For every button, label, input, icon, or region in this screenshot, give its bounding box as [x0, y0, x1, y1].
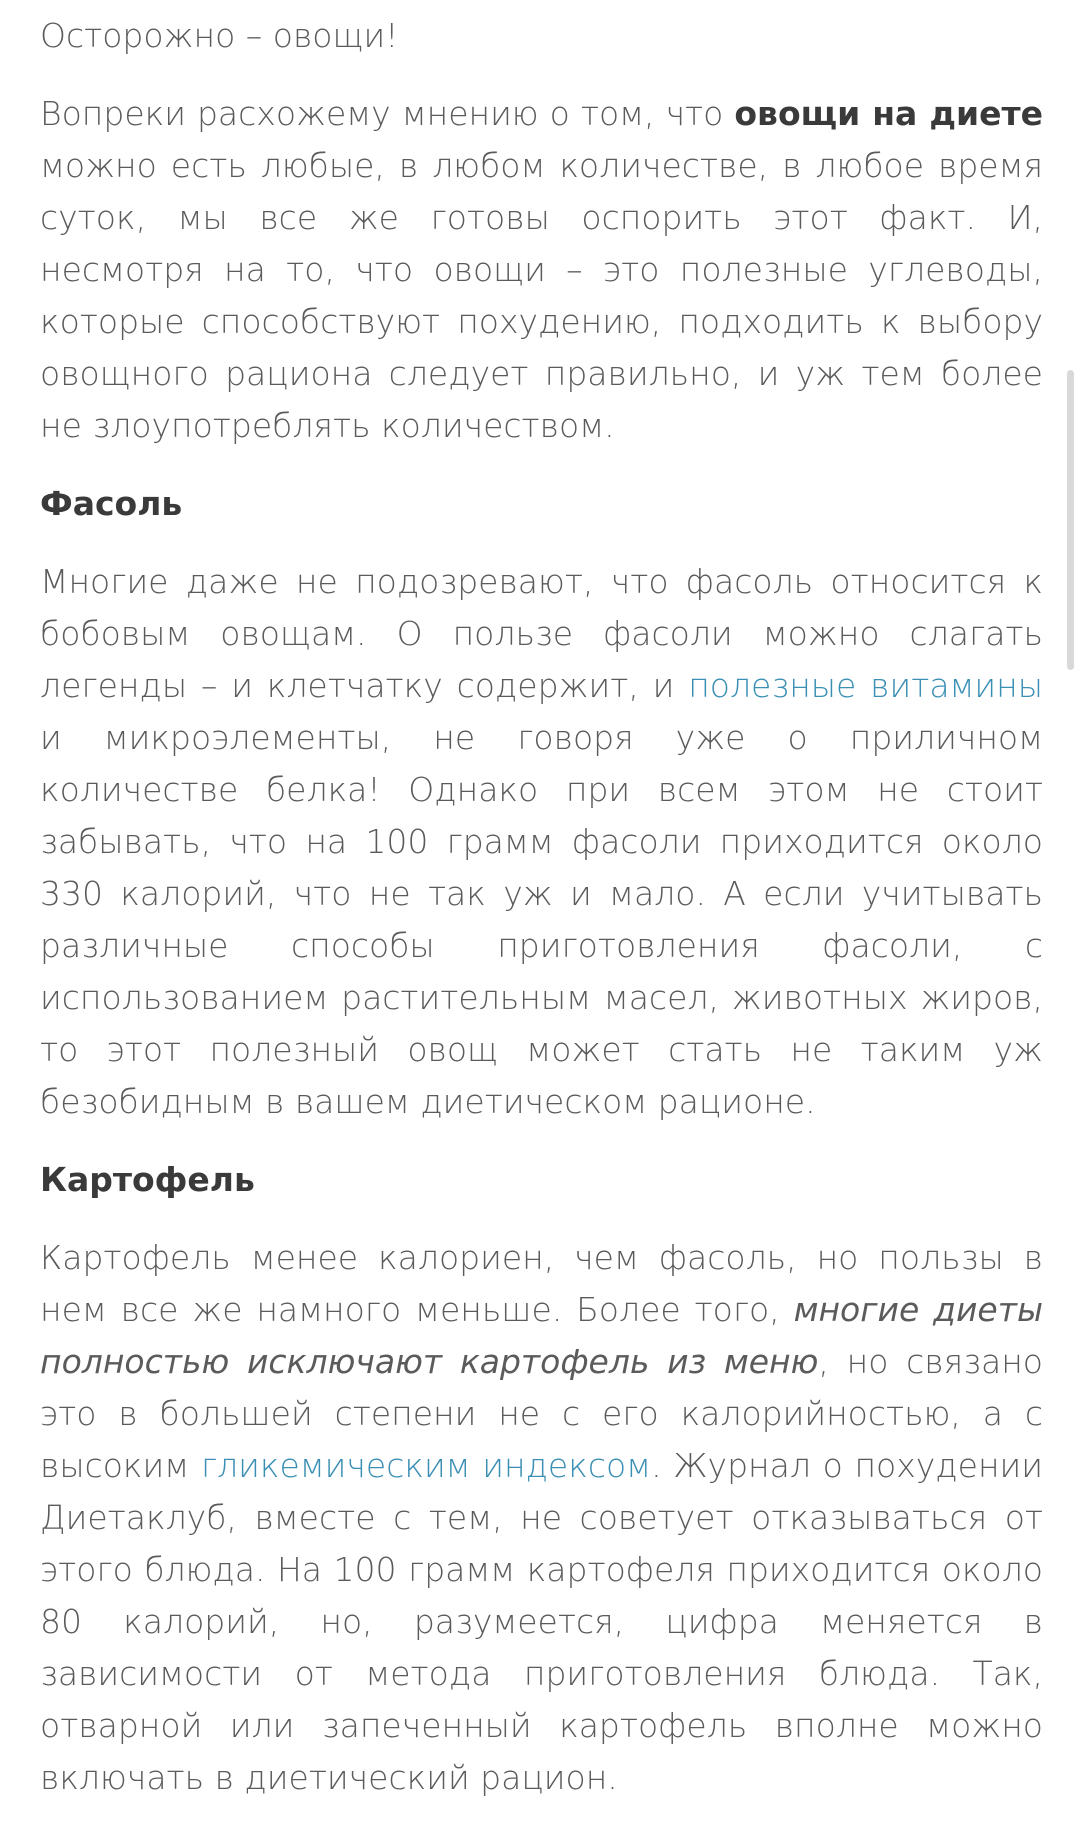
- bold-phrase: овощи на диете: [734, 94, 1043, 133]
- paragraph-potato: [40, 1232, 1043, 1804]
- section-heading-beans: Фасоль: [40, 484, 183, 523]
- paragraph-text: Картофель менее калориен, чем фасоль, но пользы в нем все же намного меньше. Более того,: [40, 1238, 1043, 1329]
- article-body: [40, 0, 1043, 1830]
- paragraph-text: Вопреки расхожему мнению о том, что: [40, 94, 735, 133]
- paragraph-text: , но связано это в большей степени не с его калорийностью, а с высоким: [40, 1342, 1043, 1485]
- link-glycemic-index[interactable]: гликемическим индексом: [200, 1446, 652, 1485]
- paragraph-text: и микроэлементы, не говоря уже о приличном количестве белка! Однако при всем этом не стоит забывать, что на 100 грамм фасоли приходится около 330 калорий, что не так уж и мало. А если учитывать различные способы приготовления фасоли, с использованием растительным масел, животных жиров, то этот полезный овощ может стать не таким уж безобидным в вашем диетическом рационе.: [40, 718, 1043, 1121]
- link-useful-vitamins[interactable]: полезные витамины: [688, 666, 1043, 705]
- italic-phrase: многие диеты полностью исключают картофель из меню: [40, 1290, 1043, 1381]
- paragraph-text: . Журнал о похудении Диетаклуб, вместе с тем, не советует отказываться от этого блюда. На 100 грамм картофеля приходится около 80 калорий, но, разумеется, цифра меняется в зависимости от метода приготовления блюда. Так, отварной или запеченный картофель вполне можно включать в диетический рацион.: [40, 1446, 1043, 1797]
- paragraph-beans: [40, 556, 1043, 1128]
- paragraph-intro: [40, 88, 1043, 452]
- paragraph-text: можно есть любые, в любом количестве, в любое время суток, мы все же готовы оспорить этот факт. И, несмотря на то, что овощи – это полезные углеводы, которые способствуют похудению, подходить к выбору овощного рациона следует правильно, и уж тем более не злоупотреблять количеством.: [40, 146, 1043, 445]
- intro-text: Осторожно – овощи!: [40, 16, 399, 55]
- intro-line: [40, 10, 1043, 62]
- paragraph-text: Многие даже не подозревают, что фасоль относится к бобовым овощам. О пользе фасоли можно слагать легенды – и клетчатку содержит, и: [40, 562, 1043, 705]
- section-heading-potato: Картофель: [40, 1160, 255, 1199]
- scrollbar-thumb[interactable]: [1067, 370, 1074, 670]
